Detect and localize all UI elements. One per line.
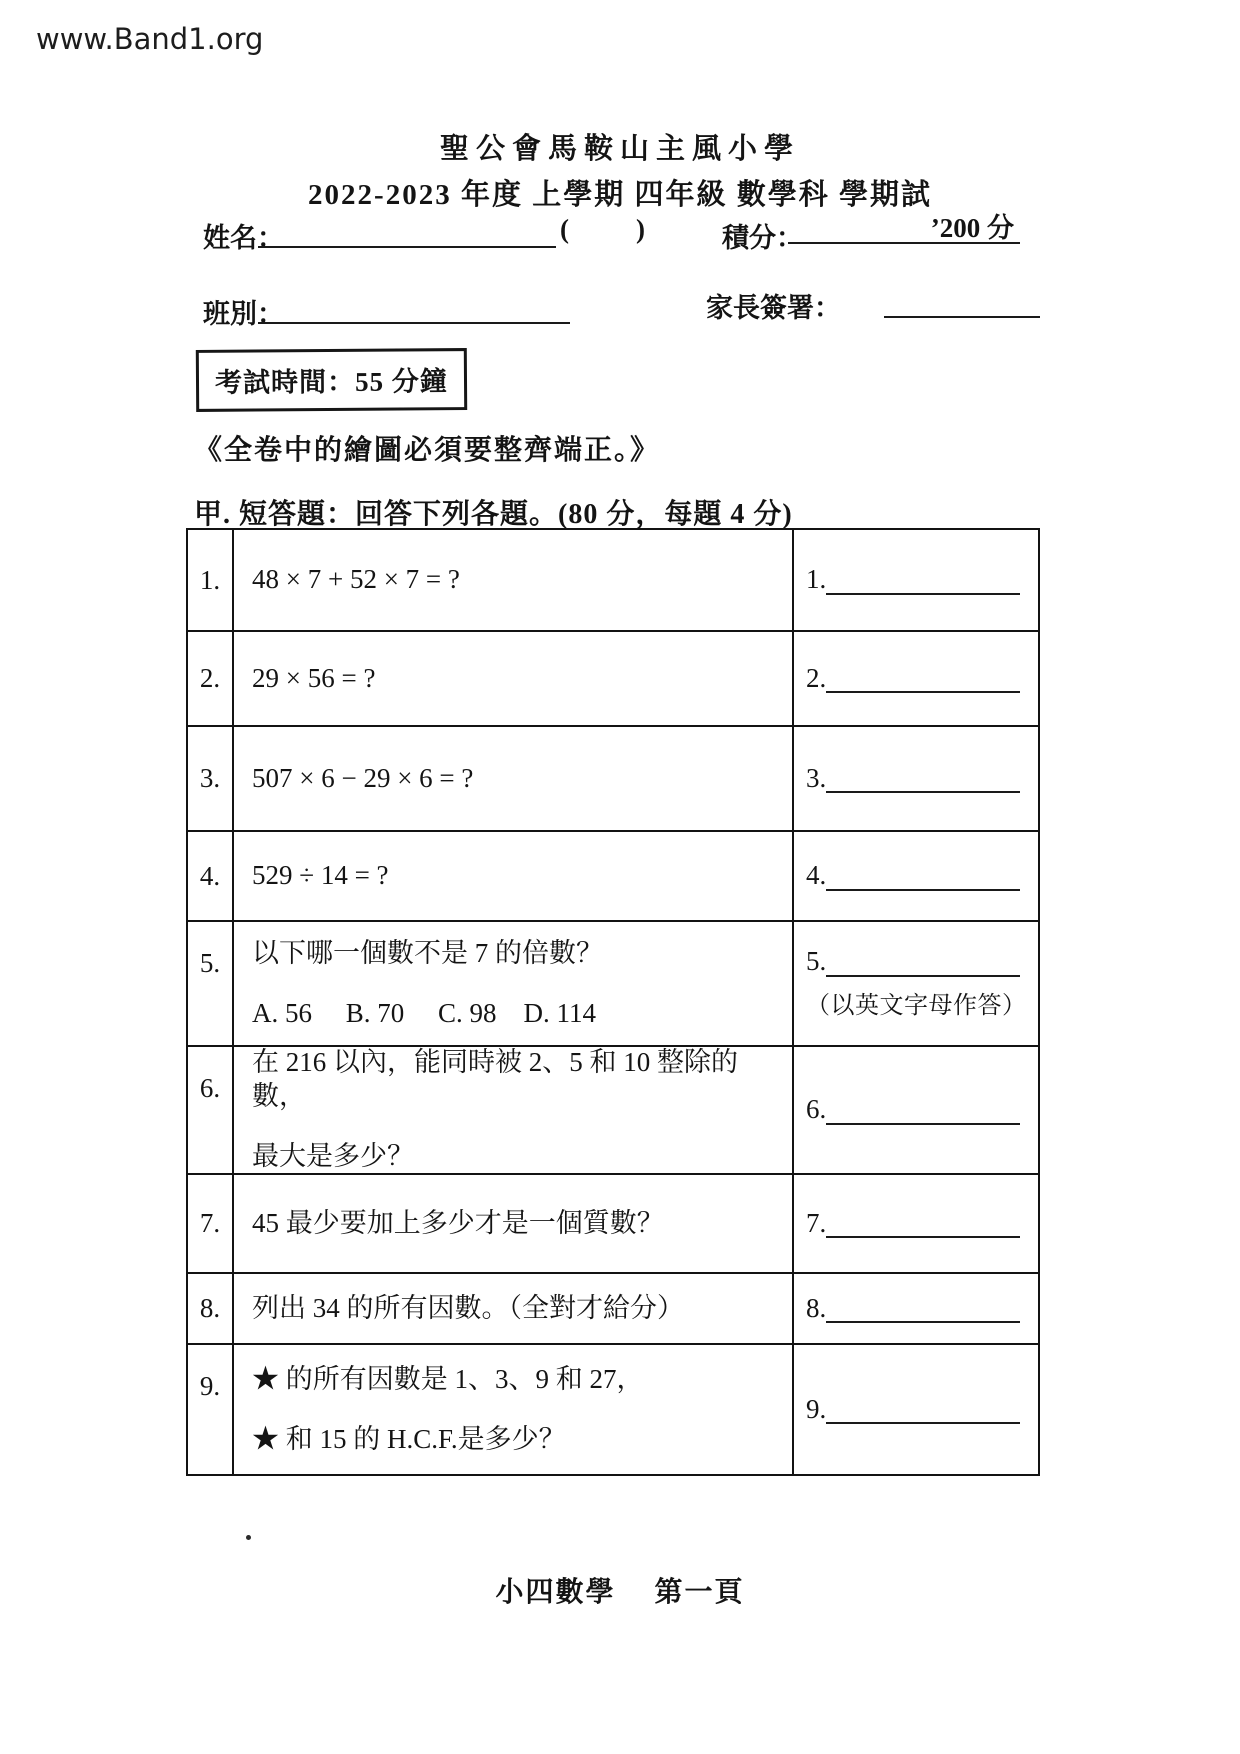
answer-number: 2. bbox=[806, 662, 827, 693]
parent-signature-label: 家長簽署： bbox=[706, 293, 841, 323]
answer-blank bbox=[826, 959, 1020, 977]
answer-cell bbox=[794, 1175, 1038, 1272]
table-row bbox=[188, 832, 1038, 922]
answer-blank bbox=[826, 1221, 1020, 1239]
answer-cell bbox=[794, 530, 1038, 630]
question-line: ★ 的所有因數是 1、3、9 和 27， bbox=[252, 1363, 644, 1394]
page-footer: 小四數學 第一頁 bbox=[495, 1577, 745, 1608]
question-line: 列出 34 的所有因數。（全對才給分） bbox=[252, 1292, 684, 1323]
name-blank bbox=[258, 212, 556, 248]
question-cell bbox=[234, 1047, 794, 1173]
answer-blank bbox=[826, 676, 1020, 694]
table-row bbox=[188, 530, 1038, 632]
question-number: 4. bbox=[188, 832, 234, 920]
question-line: 529 ÷ 14 = ? bbox=[252, 860, 389, 891]
exam-time-box: 考試時間：55 分鐘 bbox=[196, 348, 467, 412]
answer-number: 8. bbox=[806, 1292, 827, 1323]
answer-blank bbox=[826, 1107, 1020, 1125]
answer-line bbox=[806, 947, 1030, 977]
question-line: 29 × 56 = ? bbox=[252, 662, 376, 693]
scan-artifact-dot bbox=[246, 1535, 251, 1540]
question-cell bbox=[234, 832, 794, 920]
table-row bbox=[188, 1274, 1038, 1345]
table-row bbox=[188, 1345, 1038, 1474]
question-number: 7. bbox=[188, 1175, 234, 1272]
class-label: 班別： bbox=[203, 299, 284, 329]
school-name: 聖公會馬鞍山主風小學 bbox=[439, 133, 800, 165]
question-number: 6. bbox=[188, 1047, 234, 1173]
question-table bbox=[186, 528, 1040, 1476]
answer-cell bbox=[794, 1274, 1038, 1343]
question-cell bbox=[234, 1175, 794, 1272]
answer-line bbox=[806, 664, 1030, 694]
question-cell bbox=[234, 922, 794, 1045]
class-blank bbox=[258, 288, 570, 324]
question-number: 8. bbox=[188, 1274, 234, 1343]
question-line: 最大是多少？ bbox=[252, 1140, 414, 1171]
answer-line bbox=[806, 764, 1030, 794]
answer-blank bbox=[826, 1306, 1020, 1324]
answer-number: 6. bbox=[806, 1094, 827, 1125]
class-number-paren-open: ( bbox=[560, 214, 569, 244]
question-line: 在 216 以內，能同時被 2、5 和 10 整除的數， bbox=[252, 1047, 738, 1112]
answer-cell bbox=[794, 727, 1038, 830]
question-cell bbox=[234, 632, 794, 725]
answer-number: 1. bbox=[806, 564, 827, 595]
answer-cell bbox=[794, 1345, 1038, 1474]
question-line: 507 × 6 − 29 × 6 = ? bbox=[252, 762, 474, 793]
answer-note: （以英文字母作答） bbox=[806, 992, 1027, 1019]
exam-title: 2022-2023 年度 上學期 四年級 數學科 學期試 bbox=[308, 179, 932, 211]
answer-number: 9. bbox=[806, 1393, 827, 1424]
answer-line bbox=[806, 1095, 1030, 1125]
answer-line bbox=[806, 1294, 1030, 1324]
answer-cell bbox=[794, 1047, 1038, 1173]
question-line: ★ 和 15 的 H.C.F.是多少？ bbox=[252, 1423, 566, 1454]
parent-signature-blank bbox=[884, 282, 1040, 318]
question-number: 9. bbox=[188, 1345, 234, 1474]
question-number: 2. bbox=[188, 632, 234, 725]
question-number: 3. bbox=[188, 727, 234, 830]
answer-blank bbox=[826, 873, 1020, 891]
answer-line bbox=[806, 1209, 1030, 1239]
answer-number: 4. bbox=[806, 860, 827, 891]
drawing-notice: 《全卷中的繪圖必須要整齊端正。》 bbox=[194, 435, 661, 466]
answer-blank bbox=[826, 1407, 1020, 1425]
answer-line bbox=[806, 565, 1030, 595]
question-line: 45 最少要加上多少才是一個質數？ bbox=[252, 1207, 664, 1238]
table-row bbox=[188, 727, 1038, 832]
question-line: A. 56 B. 70 C. 98 D. 114 bbox=[252, 997, 597, 1028]
question-cell bbox=[234, 1345, 794, 1474]
score-blank: ’200 分 bbox=[788, 208, 1020, 244]
answer-line bbox=[806, 861, 1030, 891]
class-number-paren-close: ) bbox=[636, 214, 645, 244]
answer-number: 7. bbox=[806, 1207, 827, 1238]
table-row bbox=[188, 1175, 1038, 1274]
section-a-heading: 甲. 短答題：回答下列各題。(80 分，每題 4 分) bbox=[194, 499, 793, 530]
answer-cell bbox=[794, 832, 1038, 920]
question-line: 以下哪一個數不是 7 的倍數？ bbox=[252, 937, 603, 968]
answer-cell bbox=[794, 922, 1038, 1045]
answer-line bbox=[806, 1395, 1030, 1425]
table-row bbox=[188, 922, 1038, 1047]
name-label: 姓名： bbox=[203, 223, 284, 253]
question-cell bbox=[234, 727, 794, 830]
question-line: 48 × 7 + 52 × 7 = ? bbox=[252, 564, 460, 595]
question-number: 5. bbox=[188, 922, 234, 1045]
answer-blank bbox=[826, 577, 1020, 595]
question-number: 1. bbox=[188, 530, 234, 630]
question-cell bbox=[234, 1274, 794, 1343]
answer-number: 3. bbox=[806, 762, 827, 793]
answer-cell bbox=[794, 632, 1038, 725]
table-row bbox=[188, 632, 1038, 727]
answer-blank bbox=[826, 776, 1020, 794]
question-cell bbox=[234, 530, 794, 630]
table-row bbox=[188, 1047, 1038, 1175]
watermark-url: www.Band1.org bbox=[36, 22, 264, 56]
answer-number: 5. bbox=[806, 946, 827, 977]
score-label: 積分： bbox=[722, 223, 803, 253]
